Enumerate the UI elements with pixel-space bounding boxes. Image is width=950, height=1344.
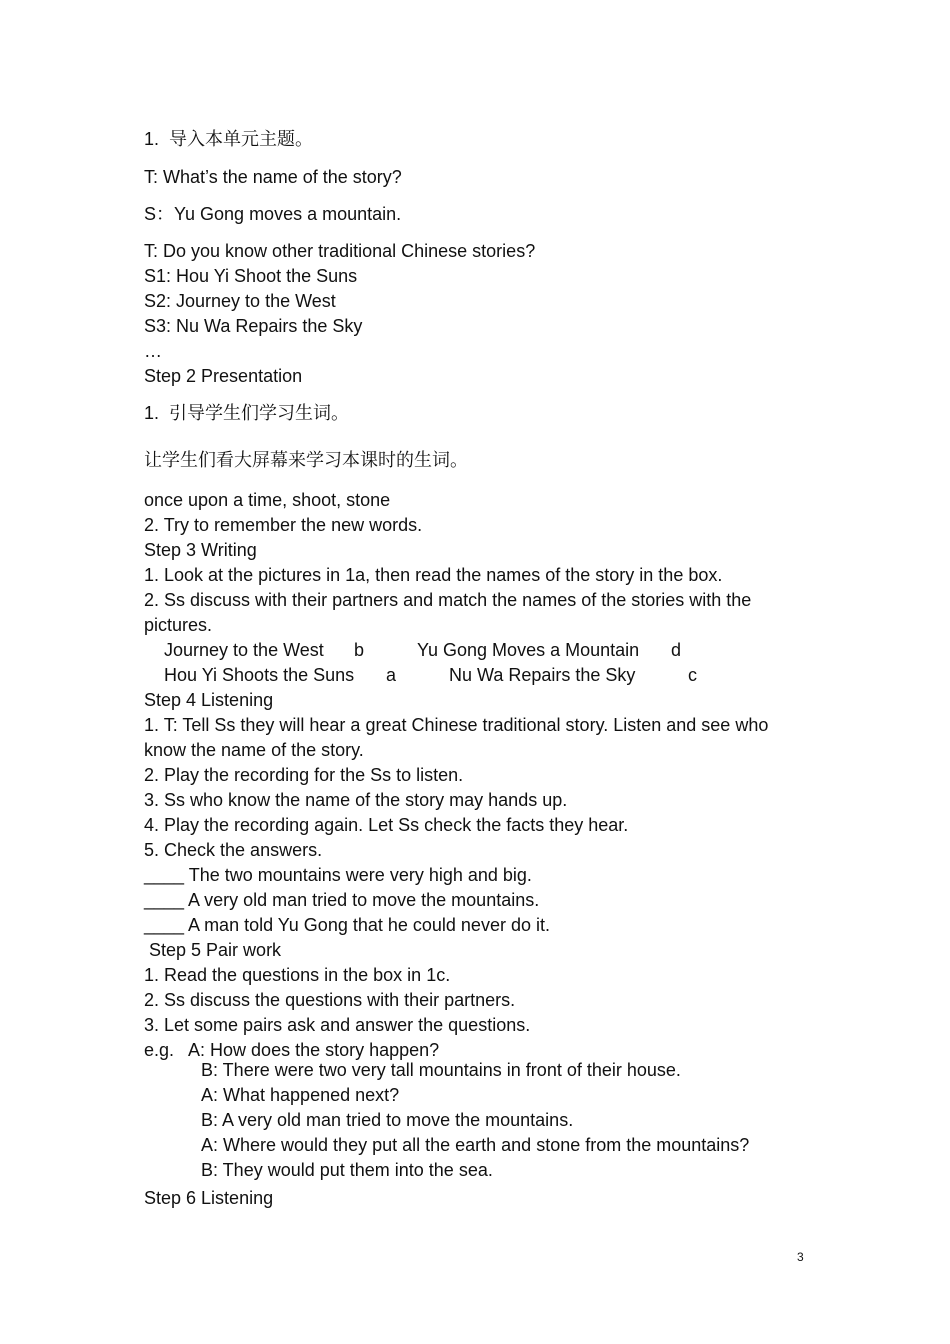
- step1-subheading: 1. 导入本单元主题。: [144, 129, 314, 149]
- step5-item: 2. Ss discuss the questions with their partners.: [144, 990, 516, 1010]
- blank-statement: ____ The two mountains were very high and big.: [144, 865, 532, 885]
- step5-item: 1. Read the questions in the box in 1c.: [144, 965, 451, 985]
- dialog-ellipsis: …: [144, 341, 162, 361]
- step4-item: 2. Play the recording for the Ss to listen.: [144, 765, 464, 785]
- step3-item-continued: pictures.: [144, 615, 213, 635]
- step5-heading: Step 5 Pair work: [144, 940, 282, 960]
- step4-item-continued: know the name of the story.: [144, 740, 364, 760]
- blank-statement: ____ A very old man tried to move the mountains.: [144, 890, 540, 910]
- match-story-name: Journey to the West: [164, 640, 324, 660]
- example-dialog-line: A: What happened next?: [201, 1085, 400, 1105]
- page-number: 3: [797, 1250, 804, 1264]
- step4-heading: Step 4 Listening: [144, 690, 274, 710]
- step2-subheading: 1. 引导学生们学习生词。: [144, 403, 350, 423]
- match-story-name: Hou Yi Shoots the Suns: [164, 665, 355, 685]
- step4-item: 5. Check the answers.: [144, 840, 323, 860]
- step3-heading: Step 3 Writing: [144, 540, 257, 560]
- match-letter: d: [671, 640, 682, 660]
- step2-description: 让学生们看大屏幕来学习本课时的生词。: [144, 450, 468, 470]
- step2-words: once upon a time, shoot, stone: [144, 490, 391, 510]
- dialog-line: T: Do you know other traditional Chinese stories?: [144, 241, 536, 261]
- dialog-line: T: What’s the name of the story?: [144, 167, 402, 187]
- step2-item: 2. Try to remember the new words.: [144, 515, 423, 535]
- match-story-name: Nu Wa Repairs the Sky: [449, 665, 636, 685]
- match-letter: c: [688, 665, 697, 685]
- example-dialog-line: B: A very old man tried to move the mountains.: [201, 1110, 574, 1130]
- example-line: e.g. A: How does the story happen?: [144, 1040, 440, 1060]
- dialog-line: S：Yu Gong moves a mountain.: [144, 204, 402, 224]
- dialog-line: S1: Hou Yi Shoot the Suns: [144, 266, 358, 286]
- dialog-line: S2: Journey to the West: [144, 291, 336, 311]
- example-dialog-line: B: They would put them into the sea.: [201, 1160, 493, 1180]
- match-letter: a: [386, 665, 397, 685]
- step6-heading: Step 6 Listening: [144, 1188, 274, 1208]
- example-dialog-line: B: There were two very tall mountains in front of their house.: [201, 1060, 681, 1080]
- match-letter: b: [354, 640, 365, 660]
- step4-item: 4. Play the recording again. Let Ss check the facts they hear.: [144, 815, 629, 835]
- step4-item: 3. Ss who know the name of the story may hands up.: [144, 790, 568, 810]
- step2-heading: Step 2 Presentation: [144, 366, 303, 386]
- blank-statement: ____ A man told Yu Gong that he could never do it.: [144, 915, 550, 935]
- match-story-name: Yu Gong Moves a Mountain: [417, 640, 640, 660]
- example-dialog-line: A: Where would they put all the earth and stone from the mountains?: [201, 1135, 750, 1155]
- step3-item: 2. Ss discuss with their partners and match the names of the stories with the: [144, 590, 752, 610]
- step5-item: 3. Let some pairs ask and answer the questions.: [144, 1015, 531, 1035]
- step4-item: 1. T: Tell Ss they will hear a great Chinese traditional story. Listen and see who: [144, 715, 769, 735]
- dialog-line: S3: Nu Wa Repairs the Sky: [144, 316, 363, 336]
- step3-item: 1. Look at the pictures in 1a, then read the names of the story in the box.: [144, 565, 723, 585]
